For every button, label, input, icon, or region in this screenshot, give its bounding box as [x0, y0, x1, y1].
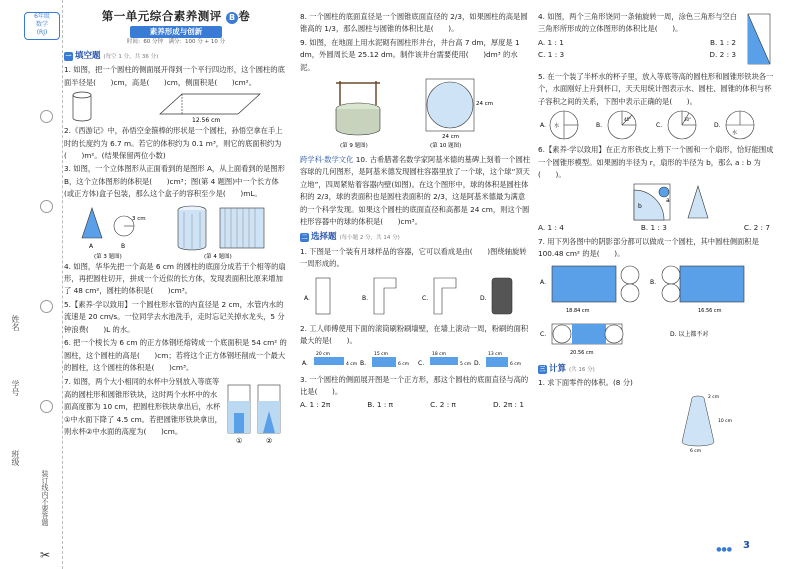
grade-label: 6年级: [34, 13, 50, 20]
opt-c: C.: [656, 122, 663, 130]
sector-cone-diagram: [538, 182, 778, 222]
slice-water-d: 水: [732, 130, 738, 137]
question-1: 1. 如图，把一个圆柱的侧面展开得到一个平行四边形，这个圆柱的底面半径是( )cm，高是( )cm，侧面积是( )cm²。: [64, 65, 285, 87]
choice-6-options: [538, 222, 778, 234]
opt-c: C. 2 : 7: [743, 223, 770, 233]
dim-c: 20.56 cm: [570, 349, 594, 356]
roller-c-width: 18 cm: [432, 351, 447, 357]
figure-choice-7: [538, 262, 778, 360]
question-2: 2.《西游记》中，孙悟空金箍棒的形状是一个圆柱，孙悟空拿在手上时的长度约为 6.7 m。若它的体积约为 0.1 m³，则它的底面积约为( )m²。(结果保留两位小数): [64, 126, 283, 161]
choice-7: 7. 用下列各图中的阴影部分都可以做成一个圆柱，其中圆柱侧面积是 100.48 cm² 的是( )。: [538, 236, 759, 259]
well-and-sphere-diagram: [300, 75, 532, 153]
question-4: 4. 如图，华华先把一个高是 6 cm 的圆柱的底面分成若干个相等的扇形，再把圆柱切开，拼成一个近似的长方体，发现表面积比原来增加了 48 cm²，圆柱的体积是( )cm³。: [64, 261, 286, 296]
choice-5: 5. 在一个装了半杯水的杯子里，放入等底等高的圆柱形和圆锥形铁块各一个，水面刚好上升到杯口，天天用统计图表示水、圆柱、圆锥的体积与杯子容积之间的关系，下图中表示正确的是( )。: [538, 72, 774, 106]
choice-4-options-2: [538, 49, 744, 61]
fig3-caption: (第 3 题图): [94, 253, 122, 260]
binding-hole: [40, 200, 53, 213]
section-note: (共 16 分): [568, 366, 595, 373]
choice-3-options: [300, 399, 532, 411]
column-3: [538, 10, 778, 456]
choice-2: 2. 工人师傅使用下面的滚筒刷粉刷墙壁，在墙上滚动一周，粉刷的面积最大的是( )。: [300, 323, 529, 346]
label-a: a: [666, 197, 670, 205]
fig-base-length: 12.56 cm: [192, 117, 221, 125]
binding-hole: [40, 110, 53, 123]
roller-d-width: 13 cm: [488, 351, 503, 357]
opt-b: B.: [650, 278, 657, 286]
figure-choice-5: [538, 109, 778, 143]
exam-meta: 时间：60 分钟 满分：100 分 + 10 分: [126, 39, 226, 45]
binding-hole: [40, 300, 53, 313]
fig-radius: 3 cm: [132, 215, 146, 222]
roller-d-diameter: 6 cm: [510, 361, 522, 367]
roller-c-diameter: 5 cm: [460, 361, 472, 367]
section-title: 计算: [549, 363, 567, 374]
section-calc: [538, 363, 778, 376]
version-suffix: 卷: [238, 9, 251, 23]
column-1: [64, 10, 288, 447]
roller-a-width: 20 cm: [316, 351, 331, 357]
figure-choice-1: [300, 272, 532, 322]
dim-height: 10 cm: [718, 419, 733, 425]
calculator-icon: 三: [539, 365, 546, 373]
opt-d: D. 2π : 1: [492, 400, 524, 410]
check-icon: 二: [301, 234, 308, 242]
figure-choice-2: [300, 349, 532, 373]
triangles-diagram: [744, 10, 774, 70]
opt-a: A. 1 : 4: [538, 223, 564, 233]
cup-1-label: ①: [236, 437, 243, 446]
name-label: 姓名: [11, 315, 20, 331]
label-b: b: [638, 203, 642, 211]
binding-hole: [40, 400, 53, 413]
opt-c: C. 2 : π: [430, 400, 456, 410]
title-text: 第一单元综合素养测评: [101, 9, 222, 23]
choice-4-block: [538, 10, 744, 70]
opt-b: B. 1 : 2: [709, 37, 736, 47]
question-10-text: 10. 古希腊著名数学家阿基米德的墓碑上刻着一个圆柱容球的几何图形，是阿基米德发现圆柱容器里放了一个球，这个球“顶天立地”，四周紧贴着容器内壁(如图)。在这个图形中，球的体积是圆柱体积的 2/3，球的表面积也是圆柱表面积的 2/3，这是阿基米德最为满意的一个科学发现。如果这个圆柱的底面直径和高都是 24 cm，则这个圆柱形容器中的球的体积是( )cm³。: [300, 155, 531, 227]
opt-d: D. 以上都不对: [670, 330, 709, 338]
question-10: [300, 154, 532, 228]
choice-6: 6.【素养·学以致用】在正方形铁皮上剪下一个圆和一个扇形，恰好能围成一个圆锥形模型。如果圆的半径为 r，扇形的半径为 b，那么 a : b 为( )。: [538, 145, 774, 180]
choice-4-row: [538, 10, 778, 70]
fig10-height: 24 cm: [476, 101, 494, 108]
dim-top: 2 cm: [708, 395, 720, 401]
fig-label-a: A: [89, 242, 94, 250]
opt-a: A. 1 : 1: [538, 37, 564, 47]
scissors-icon: ✂: [40, 548, 51, 562]
question-5: 5.【素养·学以致用】一个圆柱形水管的内直径是 2 cm，水管内水的流速是 20 cm/s。一位同学去水池洗手，走时忘记关掉水龙头，5 分钟浪费( )L 的水。: [64, 299, 285, 334]
binding-note: 装订线内不要答题: [41, 470, 49, 526]
opt-c: C. 1 : 3: [538, 50, 565, 60]
fig10-diameter: 24 cm: [442, 134, 460, 141]
choice-4-options-1: [538, 37, 744, 49]
dim-a: 18.84 cm: [566, 307, 590, 314]
section-choice: [300, 231, 532, 244]
fig10-caption: (第 10 题图): [430, 143, 462, 150]
roller-brushes-diagram: [300, 349, 532, 373]
opt-a: A.: [302, 359, 308, 367]
opt-d: D. 2 : 3: [709, 50, 736, 60]
figure-3-4: [64, 202, 288, 260]
slice-water: 水: [554, 123, 560, 130]
opt-a: A.: [304, 294, 310, 302]
question-6: 6. 把一个棱长为 6 cm 的正方体钢坯熔铸成一个底面积是 54 cm² 的圆柱，这个圆柱的高是( )cm；若将这个正方体钢坯削成一个最大的圆柱，这个圆柱的体积是( )cm³。: [64, 338, 287, 372]
opt-a: A.: [540, 122, 546, 130]
opt-b: B.: [360, 359, 367, 367]
figure-cylinder-unroll: [64, 90, 288, 124]
opt-c: C.: [540, 330, 547, 338]
figure-part: [538, 390, 778, 456]
angle-45: 45°: [624, 117, 632, 123]
roller-b-width: 15 cm: [374, 351, 389, 357]
pie-charts-diagram: [538, 109, 778, 143]
section-title: 选择题: [311, 232, 337, 243]
page-title: [64, 10, 288, 24]
calc-question-1: 1. 求下面零件的体积。(8 分): [538, 378, 633, 388]
subtitle-banner: 素养形成与创新: [130, 26, 222, 38]
opt-b: B.: [596, 122, 603, 130]
angle-30: 30°: [684, 117, 692, 123]
choice-4: 4. 如图，两个三角形饶同一条轴旋转一周，涂色三角形与空白三角形所形成的立体图形的体积比是( )。: [538, 12, 737, 34]
fig4-caption: (第 4 题图): [204, 253, 232, 260]
net-shapes-diagram: [538, 262, 778, 360]
section-title: 填空题: [75, 51, 101, 61]
opt-b: B.: [362, 294, 369, 302]
opt-b: B. 1 : π: [367, 400, 394, 410]
cone-frustum-diagram: [538, 390, 778, 456]
section-note: (每小题 2 分，共 14 分): [339, 235, 400, 242]
opt-d: D.: [480, 294, 487, 302]
column-2: [300, 10, 532, 412]
opt-d: D.: [474, 359, 481, 367]
cylinder-unroll-diagram: [64, 90, 288, 124]
student-number-label: 学号: [11, 380, 20, 396]
question-9: 9. 如图，在地面上用水泥砌有圆柱形井台，井台高 7 dm，厚度是 1 dm，外圆周长是 25.12 dm。制作该井台需要使用( )dm³ 的水泥。: [300, 37, 520, 72]
opt-c: C.: [422, 294, 429, 302]
choice-1: 1. 下图是一个装有月球样品的容器，它可以看成是由( )图绕轴旋转一周形成的。: [300, 246, 527, 269]
section-note: (每空 1 分，共 36 分): [103, 54, 159, 60]
roller-a-diameter: 4 cm: [346, 361, 358, 367]
opt-b: B. 1 : 3: [640, 223, 667, 233]
opt-c: C.: [418, 359, 425, 367]
section-fill: [64, 50, 288, 63]
question-8: 8. 一个圆柱的底面直径是一个圆锥底面直径的 2/3，如果圆柱的高是圆锥高的 1/3，那么圆柱与圆锥的体积比是( )。: [300, 12, 528, 34]
grade-stamp: [24, 12, 60, 40]
roller-b-diameter: 6 cm: [398, 361, 410, 367]
pencil-icon: 一: [65, 53, 72, 60]
edition-label: (RJ): [36, 29, 48, 36]
binding-gutter: [0, 0, 63, 569]
rotation-shapes-diagram: [300, 272, 532, 322]
dim-bottom: 6 cm: [690, 449, 702, 455]
question-7-row: [64, 375, 288, 447]
class-label: 班级: [11, 450, 20, 466]
fig9-caption: (第 9 题图): [340, 143, 368, 150]
question-7: 7. 如图，两个大小相同的水杯中分别放入等底等高的圆柱形和圆锥形铁块，这时两个水杯中的水面高度都为 10 cm，把圆柱形铁块拿出后，水杯①中水面下降了 4.5 cm。若把圆锥形铁块拿出，则水杯②中水面的高度为( )cm。: [64, 377, 222, 436]
dim-b: 16.56 cm: [698, 307, 722, 314]
water-cups-diagram: [224, 375, 286, 447]
page-number: 3: [743, 540, 750, 551]
question-3: 3. 如图，一个立体图形从正面看到的是图形 A，从上面看到的是图形 B，这个立体图形的体积是( )cm³；图(第 4 题图)中一个长方体(或正方体)盒子包装，那么这个盒子的容积至少是( )mL。: [64, 164, 285, 199]
tag-culture: 跨学科·数学文化: [300, 155, 354, 165]
opt-a: A. 1 : 2π: [300, 400, 331, 410]
fig-label-b: B: [121, 242, 126, 250]
opt-d: D.: [714, 122, 721, 130]
figure-9-10: [300, 75, 532, 153]
cup-2-label: ②: [266, 437, 273, 446]
version-badge: B: [226, 12, 238, 24]
figure-choice-6: [538, 182, 778, 222]
choice-3: 3. 一个圆柱的侧面展开图是一个正方形，那这个圆柱的底面直径与高的比是( )。: [300, 374, 529, 396]
page-dots: ●●●: [716, 546, 732, 553]
views-diagram: [64, 202, 288, 260]
subject-label: 数学: [35, 21, 48, 28]
opt-a: A.: [540, 278, 546, 286]
